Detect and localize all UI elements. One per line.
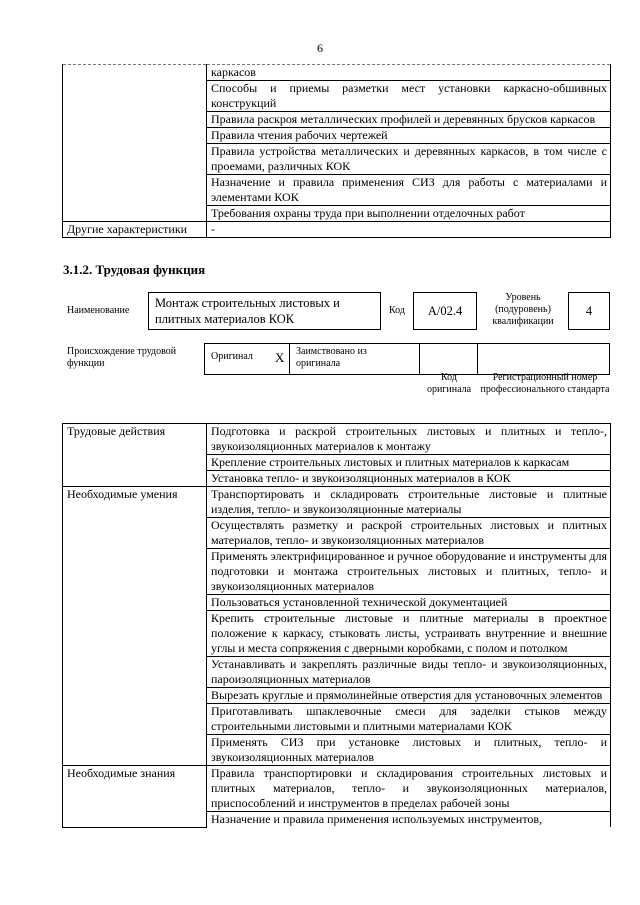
original-mark: X (275, 350, 285, 365)
borrowed-cell (289, 343, 420, 375)
table-row (63, 487, 611, 518)
list-item: Правила чтения рабочих чертежей (207, 128, 611, 144)
list-item: Осуществлять разметку и раскрой строительных листовых и плитных материалов, тепло- и звукоизоляционных материалов (207, 518, 611, 549)
row-label: Необходимые умения (63, 487, 207, 766)
list-item: Способы и приемы разметки мест установки каркасно-обшивных конструкций (207, 81, 611, 112)
function-title-box: Монтаж строительных листовых и плитных материалов КОК (148, 292, 381, 330)
page-number: 6 (317, 41, 323, 55)
list-item: Крепление строительных листовых и плитных материалов к каркасам (207, 455, 611, 471)
row-label: Другие характеристики (63, 222, 207, 238)
section-heading: 3.1.2. Трудовая функция (63, 262, 206, 277)
list-item: Приготавливать шпаклевочные смеси для заделки стыков между строительными листовыми и плитными материалами КОК (207, 704, 611, 735)
table-row (63, 424, 611, 455)
list-item: каркасов (207, 65, 611, 81)
list-item: Требования охраны труда при выполнении отделочных работ (207, 206, 611, 222)
table-row (63, 65, 611, 81)
top-requirements-table (62, 64, 611, 238)
labor-function-table (62, 423, 611, 828)
level-label: Уровень (подуровень) квалификации (492, 292, 554, 327)
list-item: Применять СИЗ при установке листовых и плитных, тепло- и звукоизоляционных материалов (207, 735, 611, 766)
name-label: Наименование (67, 305, 130, 316)
origin-label: Происхождение трудовой функции (67, 346, 177, 369)
row-label: Трудовые действия (63, 424, 207, 487)
list-item: Применять электрифицированное и ручное оборудование и инструменты для подготовки и монтажа строительных листовых и плитных, тепло- и звукоизоляционных материалов (207, 549, 611, 595)
list-item: Правила устройства металлических и деревянных каркасов, в том числе с проемами, различных КОК (207, 144, 611, 175)
original-code-cell (420, 343, 478, 375)
code-label: Код (389, 305, 405, 316)
list-item: Вырезать круглые и прямолинейные отверстия для установочных элементов (207, 688, 611, 704)
original-cell (204, 343, 289, 375)
list-item: - (207, 222, 611, 238)
borrowed-label: Заимствовано из оригинала (296, 346, 367, 369)
row-label (63, 65, 207, 222)
list-item: Правила транспортировки и складирования строительных листовых и плитных материалов, тепло- и звукоизоляционных материалов, приспособлений и инструментов в пределах рабочей зоны (207, 766, 611, 812)
list-item: Подготовка и раскрой строительных листовых и плитных и тепло-, звукоизоляционных материалов к монтажу (207, 424, 611, 455)
table-row (63, 222, 611, 238)
list-item: Установка тепло- и звукоизоляционных материалов в КОК (207, 471, 611, 487)
list-item: Пользоваться установленной технической документацией (207, 595, 611, 611)
row-label: Необходимые знания (63, 766, 207, 828)
list-item: Устанавливать и закреплять различные виды тепло- и звукоизоляционных, пароизоляционных материалов (207, 657, 611, 688)
level-box: 4 (568, 292, 610, 330)
reg-caption: Регистрационный номер профессионального стандарта (480, 372, 610, 395)
list-item: Назначение и правила применения СИЗ для работы с материалами и элементами КОК (207, 175, 611, 206)
function-code-box: А/02.4 (413, 292, 477, 330)
list-item: Правила раскроя металлических профилей и деревянных брусков каркасов (207, 112, 611, 128)
table-row (63, 766, 611, 812)
list-item: Назначение и правила применения используемых инструментов, (207, 812, 611, 828)
original-label: Оригинал (211, 351, 253, 362)
reg-number-cell (478, 343, 610, 375)
list-item: Транспортировать и складировать строительные листовые и плитные изделия, тепло- и звукоизоляционные материалы (207, 487, 611, 518)
code-caption: Код оригинала (426, 372, 472, 395)
list-item: Крепить строительные листовые и плитные материалы в проектное положение к каркасу, стыковать листы, устраивать внутренние и внешние углы и места сопряжения с дверными коробками, с полом и потолком (207, 611, 611, 657)
